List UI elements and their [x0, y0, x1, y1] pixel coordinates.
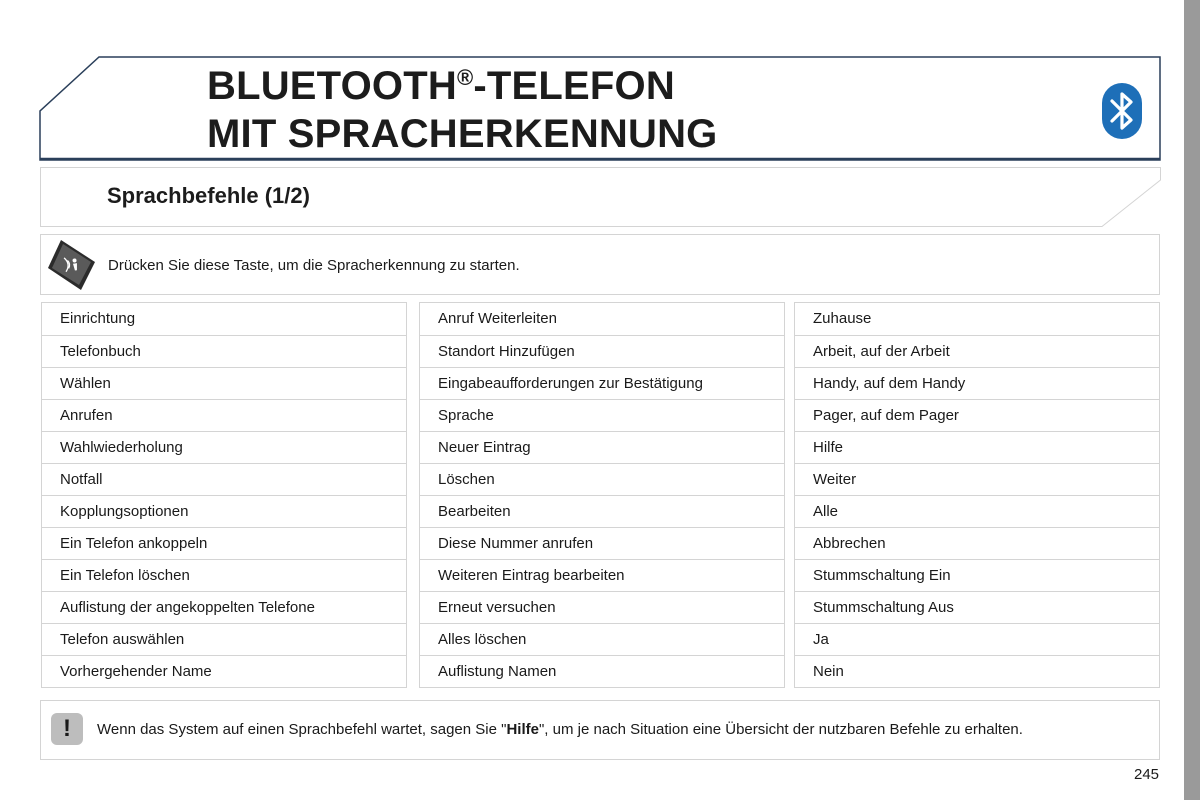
- command-item: Nein: [795, 655, 1159, 687]
- command-item: Ja: [795, 623, 1159, 655]
- section-title: Sprachbefehle (1/2): [107, 183, 310, 208]
- command-item: Ein Telefon ankoppeln: [42, 527, 406, 559]
- chapter-title-line2: MIT SPRACHERKENNUNG: [207, 112, 718, 156]
- command-item: Bearbeiten: [420, 495, 784, 527]
- section-header: [40, 167, 1161, 227]
- command-item: Notfall: [42, 463, 406, 495]
- command-column-2: [419, 302, 785, 688]
- command-item: Wahlwiederholung: [42, 431, 406, 463]
- command-item: Einrichtung: [60, 310, 136, 327]
- command-item: Abbrechen: [795, 527, 1159, 559]
- command-item: Anruf Weiterleiten: [438, 310, 557, 327]
- command-item: Vorhergehender Name: [42, 655, 406, 687]
- command-item: Kopplungsoptionen: [42, 495, 406, 527]
- chapter-title-frame: [39, 56, 1161, 161]
- command-item: Alle: [795, 495, 1159, 527]
- page-number: 245: [1134, 766, 1160, 783]
- command-item: Wählen: [42, 367, 406, 399]
- command-item: Standort Hinzufügen: [420, 335, 784, 367]
- help-note-box: [40, 700, 1160, 760]
- command-item: Eingabeaufforderungen zur Bestätigung: [420, 367, 784, 399]
- command-item: Auflistung Namen: [420, 655, 784, 687]
- command-column-3: [794, 302, 1160, 688]
- exclamation-icon: !: [51, 713, 83, 745]
- command-item: Pager, auf dem Pager: [795, 399, 1159, 431]
- command-item: Erneut versuchen: [420, 591, 784, 623]
- command-item: Weiteren Eintrag bearbeiten: [420, 559, 784, 591]
- command-item: Weiter: [795, 463, 1159, 495]
- command-item: Arbeit, auf der Arbeit: [795, 335, 1159, 367]
- chapter-title-line1: BLUETOOTH®-TELEFON: [207, 64, 675, 108]
- command-item: Stummschaltung Aus: [795, 591, 1159, 623]
- command-column-1: [41, 302, 407, 688]
- command-item: Telefonbuch: [42, 335, 406, 367]
- instruction-text: Drücken Sie diese Taste, um die Spracherkennung zu starten.: [108, 257, 520, 274]
- command-item: Zuhause: [813, 310, 872, 327]
- command-item: Diese Nummer anrufen: [420, 527, 784, 559]
- command-item: Sprache: [420, 399, 784, 431]
- voice-command-button-icon: [47, 238, 97, 297]
- side-tab-bar: [1184, 0, 1200, 800]
- command-item: Auflistung der angekoppelten Telefone: [42, 591, 406, 623]
- command-item: Handy, auf dem Handy: [795, 367, 1159, 399]
- command-item: Telefon auswählen: [42, 623, 406, 655]
- command-item: Stummschaltung Ein: [795, 559, 1159, 591]
- command-item: Neuer Eintrag: [420, 431, 784, 463]
- command-item: Ein Telefon löschen: [42, 559, 406, 591]
- command-item: Löschen: [420, 463, 784, 495]
- help-note-text: Wenn das System auf einen Sprachbefehl wartet, sagen Sie "Hilfe", um je nach Situation eine Übersicht der nutzbaren Befehle zu erhalten.: [97, 721, 1023, 738]
- instruction-box: [40, 234, 1160, 295]
- command-item: Alles löschen: [420, 623, 784, 655]
- command-item: Hilfe: [795, 431, 1159, 463]
- command-item: Anrufen: [42, 399, 406, 431]
